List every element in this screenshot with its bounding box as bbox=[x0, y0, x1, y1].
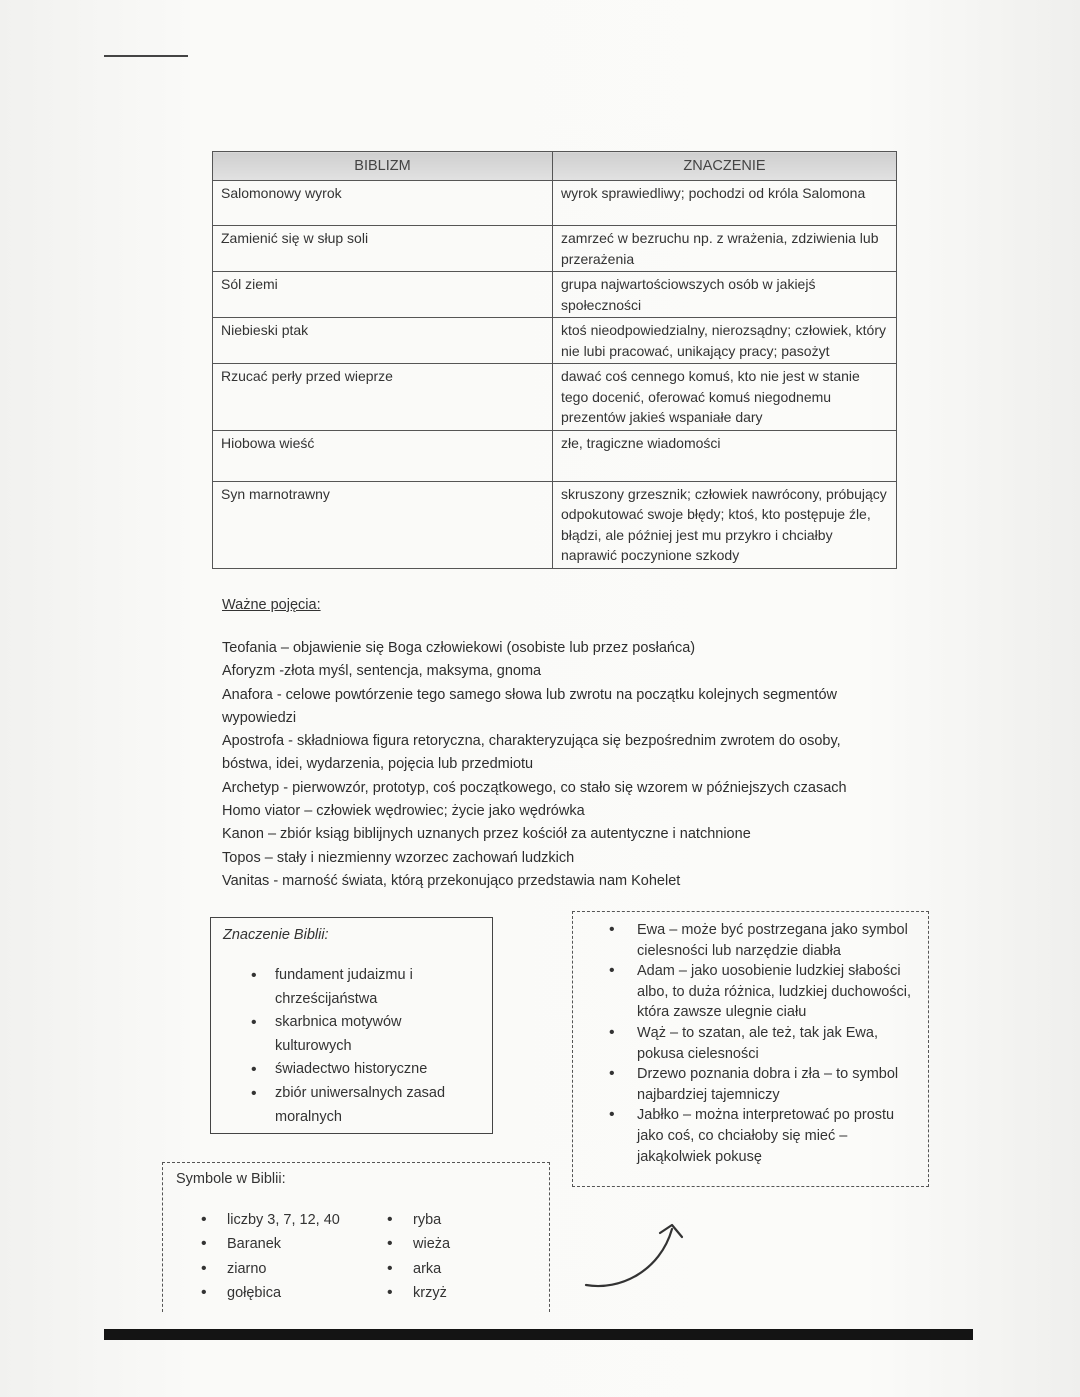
meaning-cell: ktoś nieodpowiedzialny, nierozsądny; człowiek, który nie lubi pracować, unikający pracy; pasożyt bbox=[553, 318, 897, 364]
concepts-heading: Ważne pojęcia: bbox=[222, 597, 321, 613]
list-item: • Wąż – to szatan, ale też, tak jak Ewa, pokusa cielesności bbox=[609, 1023, 919, 1064]
bible-symbols-box bbox=[162, 1162, 550, 1312]
list-item: • krzyż bbox=[387, 1281, 450, 1305]
table-row bbox=[213, 181, 897, 226]
header-znaczenie: ZNACZENIE bbox=[553, 152, 897, 181]
concept-item: Vanitas - marność świata, którą przekonująco przedstawia nam Kohelet bbox=[222, 872, 681, 889]
bottom-bar bbox=[104, 1329, 973, 1340]
meaning-cell: skruszony grzesznik; człowiek nawrócony, próbujący odpokutować swoje błędy; ktoś, kto postępuje źle, błądzi, ale później jest mu przykro i chciałby naprawić poczynione szkody bbox=[553, 481, 897, 568]
term-cell: Niebieski ptak bbox=[213, 318, 553, 364]
term-cell: Hiobowa wieść bbox=[213, 430, 553, 481]
list-item: • Jabłko – można interpretować po prostu jako coś, co chciałoby się mieć – jakąkolwiek pokusę bbox=[609, 1105, 919, 1167]
concept-item: Apostrofa - składniowa figura retoryczna, charakteryzująca się bezpośrednim zwrotem do osoby, bóstwa, idei, wydarzenia, pojęcia lub przedmiotu bbox=[222, 733, 841, 773]
curved-arrow-icon bbox=[580, 1215, 690, 1295]
term-cell: Rzucać perły przed wieprze bbox=[213, 364, 553, 431]
list-item: • arka bbox=[387, 1257, 450, 1281]
list-item: • gołębica bbox=[201, 1281, 340, 1305]
bible-meaning-box bbox=[210, 917, 493, 1134]
meaning-cell: zamrzeć w bezruchu np. z wrażenia, zdziwienia lub przerażenia bbox=[553, 226, 897, 272]
concept-item: Homo viator – człowiek wędrowiec; życie jako wędrówka bbox=[222, 803, 585, 820]
symbols-explained-box bbox=[572, 911, 929, 1187]
symbols-explained-list bbox=[609, 920, 919, 1167]
term-cell: Sól ziemi bbox=[213, 272, 553, 318]
concept-item: Archetyp - pierwowzór, prototyp, coś początkowego, co stało się wzorem w późniejszych czasach bbox=[222, 779, 847, 796]
term-cell: Salomonowy wyrok bbox=[213, 181, 553, 226]
list-item: • liczby 3, 7, 12, 40 bbox=[201, 1208, 340, 1232]
list-item: • fundament judaizmu i chrześcijaństwa bbox=[251, 964, 471, 1011]
concept-item: Teofania – objawienie się Boga człowiekowi (osobiste lub przez posłańca) bbox=[222, 640, 696, 656]
concept-item: Kanon – zbiór ksiąg biblijnych uznanych przez kościół za autentyczne i natchnione bbox=[222, 826, 751, 843]
table-row bbox=[213, 481, 897, 568]
term-cell: Syn marnotrawny bbox=[213, 481, 553, 568]
list-item: • skarbnica motywów kulturowych bbox=[251, 1011, 471, 1058]
table-row bbox=[213, 318, 897, 364]
meaning-cell: grupa najwartościowszych osób w jakiejś społeczności bbox=[553, 272, 897, 318]
concepts-list bbox=[222, 637, 882, 893]
bible-symbols-right-list bbox=[387, 1208, 450, 1306]
bible-symbols-title: Symbole w Biblii: bbox=[176, 1171, 286, 1187]
table-row bbox=[213, 226, 897, 272]
top-rule bbox=[104, 55, 188, 57]
concept-item: Anafora - celowe powtórzenie tego samego słowa lub zwrotu na początku kolejnych segmentów wypowiedzi bbox=[222, 686, 837, 726]
biblizm-table bbox=[212, 151, 897, 569]
list-item: • zbiór uniwersalnych zasad moralnych bbox=[251, 1082, 471, 1129]
list-item: • Adam – jako uosobienie ludzkiej słabości albo, to duża różnica, ludzkiej duchowości, która zawsze ulegnie ciału bbox=[609, 961, 919, 1023]
header-biblizm: BIBLIZM bbox=[213, 152, 553, 181]
bible-meaning-title: Znaczenie Biblii: bbox=[223, 927, 329, 943]
list-item: • Ewa – może być postrzegana jako symbol cielesności lub narzędzie diabła bbox=[609, 920, 919, 961]
meaning-cell: wyrok sprawiedliwy; pochodzi od króla Salomona bbox=[553, 181, 897, 226]
table-header-row bbox=[213, 152, 897, 181]
list-item: • Baranek bbox=[201, 1232, 340, 1256]
concept-item: Aforyzm -złota myśl, sentencja, maksyma, gnoma bbox=[222, 663, 542, 680]
table-row bbox=[213, 364, 897, 431]
term-cell: Zamienić się w słup soli bbox=[213, 226, 553, 272]
list-item: • ryba bbox=[387, 1208, 450, 1232]
meaning-cell: dawać coś cennego komuś, kto nie jest w stanie tego docenić, oferować komuś niegodnemu prezentów jakieś wspaniałe dary bbox=[553, 364, 897, 431]
list-item: • świadectwo historyczne bbox=[251, 1058, 471, 1082]
list-item: • ziarno bbox=[201, 1257, 340, 1281]
meaning-cell: złe, tragiczne wiadomości bbox=[553, 430, 897, 481]
bible-symbols-left-list bbox=[201, 1208, 340, 1306]
bible-meaning-list bbox=[251, 964, 471, 1129]
list-item: • wieża bbox=[387, 1232, 450, 1256]
concept-item: Topos – stały i niezmienny wzorzec zachowań ludzkich bbox=[222, 849, 575, 866]
table-row bbox=[213, 430, 897, 481]
list-item: • Drzewo poznania dobra i zła – to symbol najbardziej tajemniczy bbox=[609, 1064, 919, 1105]
table-row bbox=[213, 272, 897, 318]
